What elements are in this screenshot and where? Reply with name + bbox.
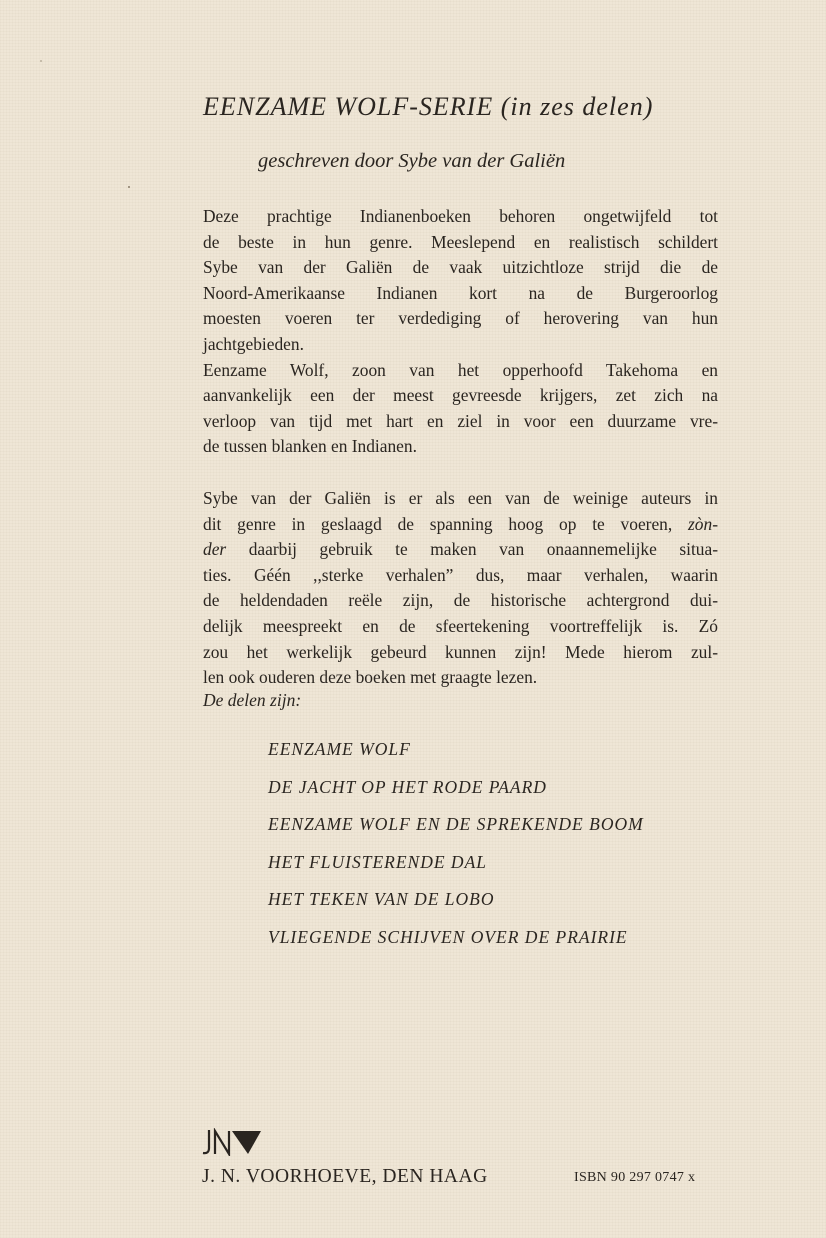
text-line: de beste in hun genre. Meeslepend en realistisch schildert (203, 231, 718, 252)
text-line: Deze prachtige Indianenboeken behoren ongetwijfeld tot (203, 206, 718, 226)
parts-list (268, 736, 644, 961)
text-line: jachtgebieden. (203, 333, 304, 354)
part-title: EENZAME WOLF EN DE SPREKENDE BOOM (268, 814, 644, 834)
publisher-name: J. N. VOORHOEVE, DEN HAAG (202, 1166, 488, 1187)
parts-label: De delen zijn: (203, 690, 302, 710)
author-line: geschreven door Sybe van der Galiën (258, 150, 566, 172)
text-line: Noord-Amerikaanse Indianen kort na de Burgeroorlog (203, 282, 718, 303)
part-title: EENZAME WOLF (268, 739, 411, 759)
emphasis-text: der (203, 539, 227, 560)
series-title: EENZAME WOLF-SERIE (in zes delen) (203, 92, 654, 121)
text-line: Sybe van der Galiën de vaak uitzichtloze strijd die de (203, 257, 718, 278)
text-line: zou het werkelijk gebeurd kunnen zijn! Mede hierom zul- (203, 641, 718, 662)
part-title: VLIEGENDE SCHIJVEN OVER DE PRAIRIE (268, 926, 628, 947)
text-fragment: dit genre in geslaagd de spanning hoog op te voeren, (203, 513, 673, 534)
text-line: aanvankelijk een der meest gevreesde krijgers, zet zich na (203, 385, 718, 406)
paragraph-1 (203, 204, 718, 460)
paper-speck (40, 60, 42, 62)
part-title: DE JACHT OP HET RODE PAARD (268, 776, 547, 797)
publisher-logo (201, 1128, 263, 1156)
text-line: len ook ouderen deze boeken met graagte lezen. (203, 667, 538, 688)
text-line: moesten voeren ter verdediging of herovering van hun (203, 308, 718, 329)
text-line (203, 512, 718, 538)
text-line: de heldendaden reële zijn, de historische achtergrond dui- (203, 590, 718, 611)
emphasis-text: zòn- (688, 513, 718, 534)
text-line: Sybe van der Galiën is er als een van de weinige auteurs in (203, 487, 718, 508)
part-title: HET TEKEN VAN DE LOBO (268, 889, 495, 909)
text-line: Eenzame Wolf, zoon van het opperhoofd Takehoma en (203, 359, 718, 380)
text-line: de tussen blanken en Indianen. (203, 436, 417, 457)
isbn-number: ISBN 90 297 0747 x (574, 1170, 696, 1185)
paper-speck (128, 186, 130, 188)
part-title: HET FLUISTERENDE DAL (268, 851, 487, 872)
text-line: verloop van tijd met hart en ziel in voor een duurzame vre- (203, 410, 718, 431)
text-line (203, 537, 718, 563)
description-text (203, 204, 718, 691)
paragraph-2 (203, 486, 718, 691)
text-fragment: daarbij gebruik te maken van onaannemelijke situa- (248, 539, 718, 560)
text-line: ties. Géén ,,sterke verhalen” dus, maar verhalen, waarin (203, 564, 718, 585)
text-line: delijk meespreekt en de sfeertekening voortreffelijk is. Zó (203, 615, 718, 636)
